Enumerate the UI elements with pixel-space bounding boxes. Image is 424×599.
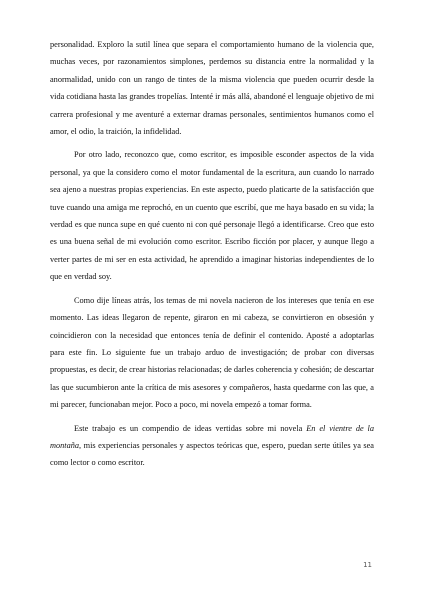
paragraph-3: Como dije líneas atrás, los temas de mi novela nacieron de los intereses que tenía en ese momento. Las ideas llegaron de repente, giraron en mi cabeza, se convirtieron en obsesión y coincidieron con la necesidad que entonces tenía de definir el contenido. Aposté a adoptarlas para este fin. Lo siguiente fue un trabajo arduo de investigación; de probar con diversas propuestas, es decir, de crear historias relacionadas; de darles coherencia y cohesión; de descartar las que sucumbieron ante la crítica de mis asesores y compañeros, hasta quedarme con las que, a mi parecer, funcionaban mejor. Poco a poco, mi novela empezó a tomar forma.: [50, 295, 374, 410]
paragraph-4: [50, 420, 374, 472]
page-number: 11: [363, 561, 372, 569]
paragraph-2: Por otro lado, reconozco que, como escritor, es imposible esconder aspectos de la vida personal, ya que la considero como el motor fundamental de la escritura, aun cuando lo narrado sea ajeno a nuestras propias experiencias. En este aspecto, puedo platicarte de la satisfacción que tuve cuando una amiga me reprochó, en un cuento que escribí, que me haya basado en su vida; la verdad es que nunca supe en qué cuento ni con qué personaje llegó a identificarse. Creo que esto es una buena señal de mi evolución como escritor. Escribo ficción por placer, y aunque llego a verter partes de mi ser en esta actividad, he aprendido a imaginar historias independientes de lo que en verdad soy.: [50, 150, 374, 282]
paragraph-4-text-after: , mis experiencias personales y aspectos teóricas que, espero, puedan serte útiles ya sea como lector o como escritor.: [50, 440, 374, 468]
paragraph-1: personalidad. Exploro la sutil línea que separa el comportamiento humano de la violencia que, muchas veces, por razonamientos simplones, perdemos su distancia entre la normalidad y la anormalidad, unido con un rango de tintes de la misma violencia que pueden ocurrir desde la vida cotidiana hasta las grandes tropelías. Intenté ir más allá, abandoné el lenguaje objetivo de mi carrera profesional y me aventuré a externar dramas personales, sentimientos humanos como el amor, el odio, la traición, la infidelidad.: [50, 40, 374, 137]
paragraph-4-text-before: Este trabajo es un compendio de ideas vertidas sobre mi novela: [74, 423, 307, 433]
document-body: [50, 36, 374, 478]
novel-title: En el vientre de la montaña: [50, 423, 375, 450]
